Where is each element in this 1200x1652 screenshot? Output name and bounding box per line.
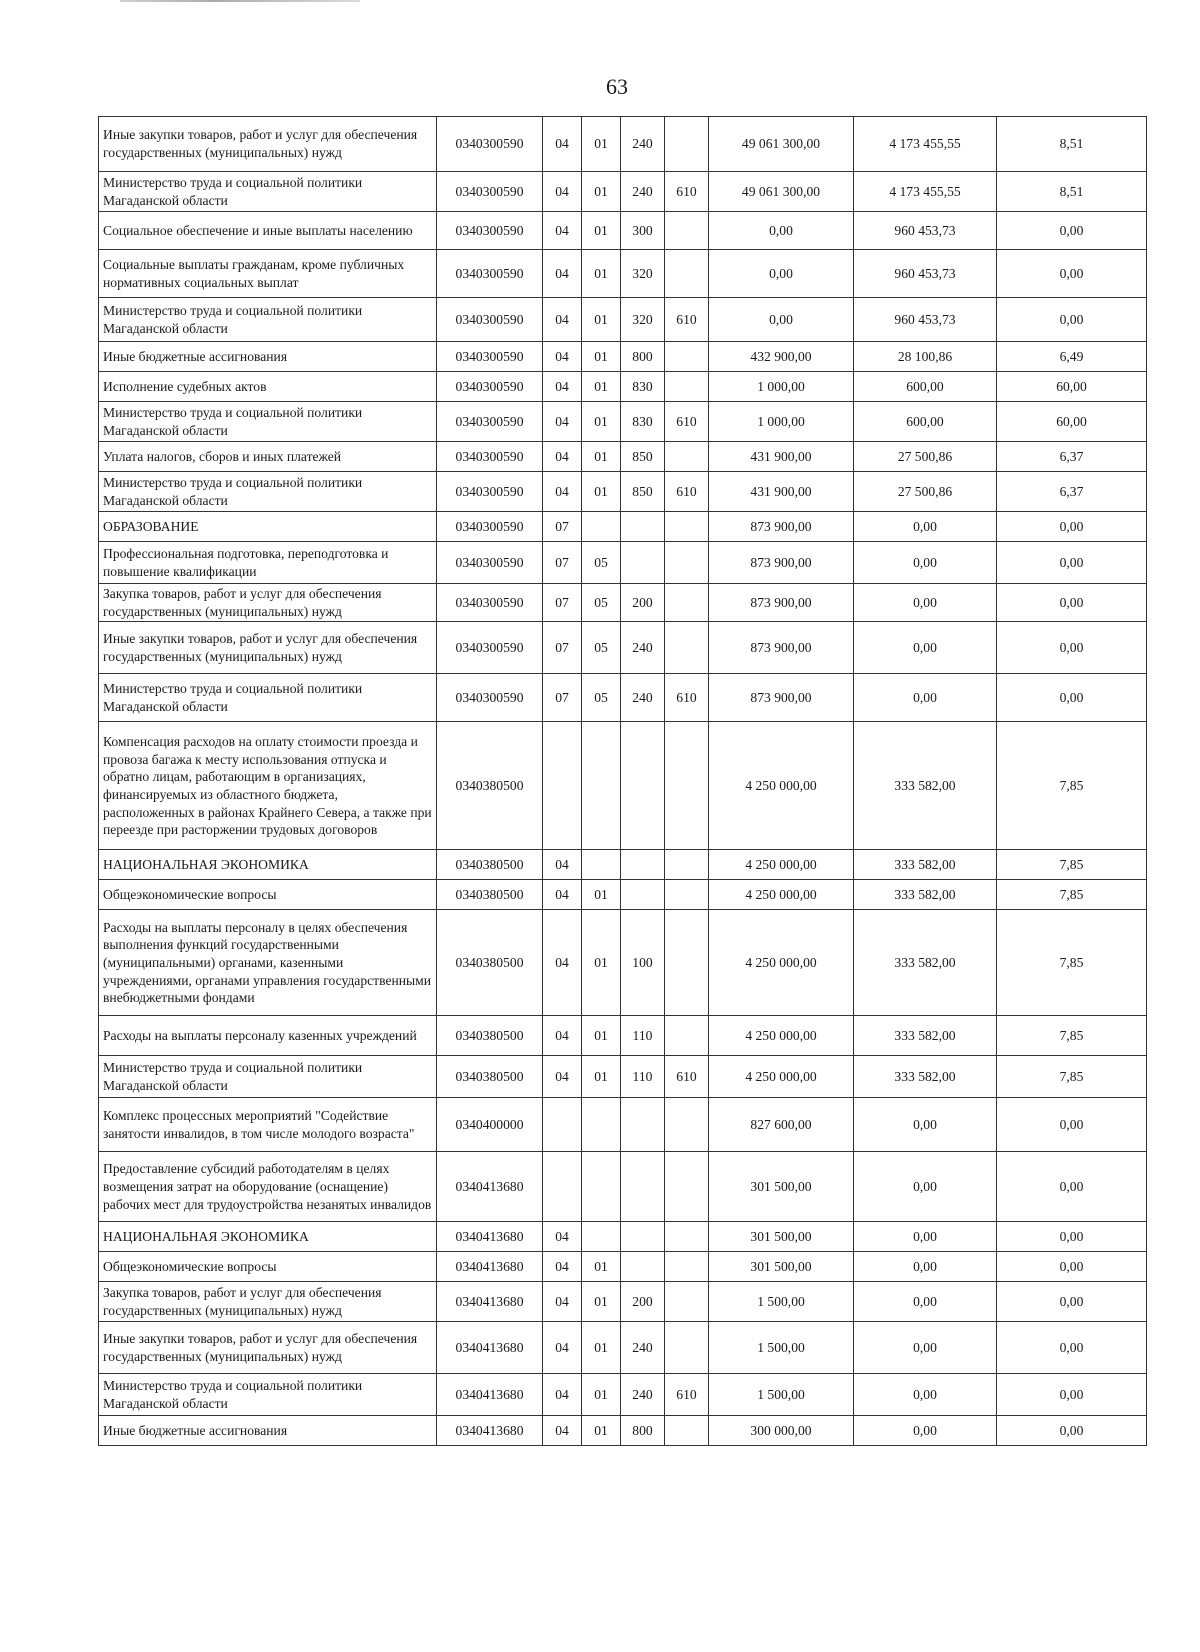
cell-section-code: 04 [543,910,582,1016]
cell-section-code: 07 [543,622,582,674]
cell-planned-amount: 873 900,00 [709,542,854,584]
cell-row-name: НАЦИОНАЛЬНАЯ ЭКОНОМИКА [99,1222,437,1252]
cell-planned-amount: 4 250 000,00 [709,722,854,850]
cell-expense-type-code [621,1222,665,1252]
cell-admin-code [665,372,709,402]
cell-section-code [543,1098,582,1152]
cell-executed-amount: 960 453,73 [854,212,997,250]
cell-subsection-code: 01 [582,1282,621,1322]
table-row [99,212,1147,250]
cell-execution-percent: 60,00 [997,372,1147,402]
cell-admin-code: 610 [665,674,709,722]
table-row [99,674,1147,722]
cell-section-code: 04 [543,1374,582,1416]
cell-executed-amount: 4 173 455,55 [854,117,997,172]
cell-budget-code: 0340300590 [437,342,543,372]
cell-execution-percent: 7,85 [997,910,1147,1016]
cell-execution-percent: 0,00 [997,622,1147,674]
cell-budget-code: 0340380500 [437,722,543,850]
cell-budget-code: 0340413680 [437,1374,543,1416]
cell-row-name: Компенсация расходов на оплату стоимости проезда и провоза багажа к месту использования отпуска и обратно лицам, работающим в организациях, финансируемых из областного бюджета, расположенных в районах Крайнего Севера, а также при переезде при расторжении трудовых договоров [99,722,437,850]
cell-row-name: Иные закупки товаров, работ и услуг для обеспечения государственных (муниципальных) нужд [99,117,437,172]
cell-section-code [543,722,582,850]
table-row [99,880,1147,910]
cell-section-code: 04 [543,402,582,442]
cell-admin-code [665,250,709,298]
cell-budget-code: 0340400000 [437,1098,543,1152]
cell-executed-amount: 27 500,86 [854,442,997,472]
cell-budget-code: 0340413680 [437,1152,543,1222]
cell-budget-code: 0340413680 [437,1222,543,1252]
cell-expense-type-code: 240 [621,172,665,212]
table-row [99,1322,1147,1374]
cell-section-code: 04 [543,442,582,472]
cell-expense-type-code [621,1098,665,1152]
cell-execution-percent: 0,00 [997,674,1147,722]
cell-executed-amount: 333 582,00 [854,850,997,880]
table-row [99,442,1147,472]
cell-admin-code: 610 [665,298,709,342]
cell-expense-type-code: 240 [621,117,665,172]
cell-expense-type-code: 240 [621,1322,665,1374]
table-row [99,172,1147,212]
table-row [99,250,1147,298]
cell-budget-code: 0340380500 [437,880,543,910]
cell-admin-code: 610 [665,172,709,212]
cell-row-name: Общеэкономические вопросы [99,880,437,910]
cell-subsection-code: 05 [582,674,621,722]
cell-budget-code: 0340413680 [437,1322,543,1374]
cell-section-code: 04 [543,372,582,402]
cell-budget-code: 0340380500 [437,850,543,880]
cell-budget-code: 0340413680 [437,1416,543,1446]
cell-section-code [543,1152,582,1222]
cell-budget-code: 0340300590 [437,250,543,298]
cell-planned-amount: 301 500,00 [709,1222,854,1252]
cell-budget-code: 0340413680 [437,1282,543,1322]
budget-table [98,116,1147,1446]
cell-section-code: 04 [543,298,582,342]
cell-admin-code [665,584,709,622]
cell-planned-amount: 873 900,00 [709,674,854,722]
cell-expense-type-code: 240 [621,622,665,674]
cell-row-name: Министерство труда и социальной политики Магаданской области [99,298,437,342]
cell-subsection-code: 05 [582,584,621,622]
cell-executed-amount: 600,00 [854,402,997,442]
cell-budget-code: 0340413680 [437,1252,543,1282]
cell-planned-amount: 49 061 300,00 [709,172,854,212]
table-row [99,1416,1147,1446]
cell-subsection-code: 01 [582,1416,621,1446]
table-row [99,1098,1147,1152]
table-row [99,298,1147,342]
cell-execution-percent: 7,85 [997,722,1147,850]
cell-admin-code [665,1416,709,1446]
table-row [99,542,1147,584]
cell-section-code: 07 [543,674,582,722]
page-number: 63 [606,74,628,99]
cell-planned-amount: 300 000,00 [709,1416,854,1446]
cell-expense-type-code: 110 [621,1016,665,1056]
cell-execution-percent: 6,37 [997,472,1147,512]
cell-admin-code [665,1016,709,1056]
cell-budget-code: 0340300590 [437,472,543,512]
cell-execution-percent: 0,00 [997,1152,1147,1222]
cell-subsection-code: 01 [582,117,621,172]
cell-execution-percent: 0,00 [997,212,1147,250]
cell-subsection-code: 01 [582,172,621,212]
table-row [99,512,1147,542]
cell-expense-type-code: 200 [621,584,665,622]
cell-budget-code: 0340300590 [437,402,543,442]
cell-section-code: 04 [543,1282,582,1322]
cell-expense-type-code [621,850,665,880]
cell-executed-amount: 333 582,00 [854,1056,997,1098]
cell-execution-percent: 7,85 [997,1016,1147,1056]
cell-subsection-code: 01 [582,1322,621,1374]
cell-expense-type-code [621,722,665,850]
cell-budget-code: 0340300590 [437,622,543,674]
cell-admin-code: 610 [665,402,709,442]
cell-subsection-code: 05 [582,542,621,584]
cell-row-name: Министерство труда и социальной политики Магаданской области [99,472,437,512]
cell-executed-amount: 0,00 [854,674,997,722]
table-row [99,910,1147,1016]
table-row [99,117,1147,172]
cell-subsection-code [582,722,621,850]
cell-planned-amount: 1 000,00 [709,372,854,402]
cell-execution-percent: 6,49 [997,342,1147,372]
cell-budget-code: 0340300590 [437,372,543,402]
cell-admin-code [665,542,709,584]
cell-execution-percent: 0,00 [997,1322,1147,1374]
cell-planned-amount: 4 250 000,00 [709,850,854,880]
cell-budget-code: 0340300590 [437,584,543,622]
cell-execution-percent: 8,51 [997,172,1147,212]
cell-admin-code [665,442,709,472]
cell-planned-amount: 432 900,00 [709,342,854,372]
cell-executed-amount: 0,00 [854,1152,997,1222]
cell-executed-amount: 333 582,00 [854,910,997,1016]
cell-execution-percent: 8,51 [997,117,1147,172]
cell-execution-percent: 7,85 [997,1056,1147,1098]
table-row [99,1152,1147,1222]
cell-admin-code: 610 [665,1374,709,1416]
cell-admin-code: 610 [665,472,709,512]
cell-planned-amount: 301 500,00 [709,1252,854,1282]
cell-admin-code [665,910,709,1016]
cell-subsection-code: 01 [582,880,621,910]
cell-planned-amount: 1 500,00 [709,1374,854,1416]
cell-executed-amount: 0,00 [854,1222,997,1252]
table-row [99,372,1147,402]
cell-planned-amount: 1 500,00 [709,1282,854,1322]
cell-admin-code [665,1152,709,1222]
table-row [99,584,1147,622]
cell-planned-amount: 0,00 [709,298,854,342]
cell-executed-amount: 28 100,86 [854,342,997,372]
cell-expense-type-code: 200 [621,1282,665,1322]
cell-row-name: НАЦИОНАЛЬНАЯ ЭКОНОМИКА [99,850,437,880]
cell-subsection-code: 01 [582,910,621,1016]
cell-admin-code [665,622,709,674]
cell-execution-percent: 0,00 [997,1222,1147,1252]
cell-executed-amount: 0,00 [854,512,997,542]
table-row [99,1056,1147,1098]
cell-expense-type-code [621,542,665,584]
cell-expense-type-code [621,880,665,910]
cell-section-code: 04 [543,1056,582,1098]
table-row [99,722,1147,850]
cell-planned-amount: 301 500,00 [709,1152,854,1222]
cell-expense-type-code: 800 [621,1416,665,1446]
cell-expense-type-code [621,1152,665,1222]
cell-executed-amount: 0,00 [854,542,997,584]
cell-subsection-code: 01 [582,1252,621,1282]
cell-subsection-code: 01 [582,402,621,442]
cell-expense-type-code: 100 [621,910,665,1016]
cell-admin-code [665,1252,709,1282]
cell-planned-amount: 0,00 [709,250,854,298]
cell-section-code: 07 [543,512,582,542]
cell-execution-percent: 0,00 [997,1416,1147,1446]
cell-budget-code: 0340380500 [437,910,543,1016]
cell-subsection-code [582,1098,621,1152]
cell-expense-type-code: 110 [621,1056,665,1098]
cell-section-code: 04 [543,1016,582,1056]
cell-subsection-code: 01 [582,1056,621,1098]
table-row [99,1374,1147,1416]
cell-expense-type-code: 850 [621,472,665,512]
cell-executed-amount: 0,00 [854,1374,997,1416]
table-row [99,622,1147,674]
cell-admin-code [665,342,709,372]
cell-executed-amount: 600,00 [854,372,997,402]
cell-execution-percent: 0,00 [997,584,1147,622]
cell-execution-percent: 7,85 [997,880,1147,910]
table-row [99,472,1147,512]
cell-executed-amount: 4 173 455,55 [854,172,997,212]
cell-execution-percent: 0,00 [997,512,1147,542]
cell-row-name: Иные бюджетные ассигнования [99,1416,437,1446]
cell-section-code: 04 [543,117,582,172]
cell-budget-code: 0340300590 [437,542,543,584]
cell-expense-type-code [621,512,665,542]
cell-admin-code [665,850,709,880]
cell-execution-percent: 7,85 [997,850,1147,880]
cell-executed-amount: 0,00 [854,1282,997,1322]
cell-subsection-code: 01 [582,250,621,298]
cell-row-name: Расходы на выплаты персоналу в целях обеспечения выполнения функций государственными (муниципальными) органами, казенными учреждениями, органами управления государственными внебюджетными фондами [99,910,437,1016]
cell-row-name: Министерство труда и социальной политики Магаданской области [99,402,437,442]
cell-planned-amount: 431 900,00 [709,442,854,472]
cell-planned-amount: 827 600,00 [709,1098,854,1152]
cell-section-code: 04 [543,1252,582,1282]
table-row [99,850,1147,880]
cell-planned-amount: 0,00 [709,212,854,250]
cell-executed-amount: 0,00 [854,1098,997,1152]
table-row [99,402,1147,442]
cell-subsection-code: 01 [582,1374,621,1416]
cell-section-code: 04 [543,880,582,910]
cell-expense-type-code: 830 [621,372,665,402]
cell-executed-amount: 960 453,73 [854,250,997,298]
cell-subsection-code: 01 [582,298,621,342]
cell-subsection-code: 05 [582,622,621,674]
cell-row-name: Предоставление субсидий работодателям в целях возмещения затрат на оборудование (оснащение) рабочих мест для трудоустройства незанятых инвалидов [99,1152,437,1222]
cell-execution-percent: 0,00 [997,1374,1147,1416]
cell-executed-amount: 333 582,00 [854,722,997,850]
cell-row-name: Закупка товаров, работ и услуг для обеспечения государственных (муниципальных) нужд [99,584,437,622]
cell-subsection-code: 01 [582,472,621,512]
cell-executed-amount: 960 453,73 [854,298,997,342]
cell-expense-type-code: 320 [621,298,665,342]
cell-subsection-code [582,850,621,880]
cell-planned-amount: 4 250 000,00 [709,1056,854,1098]
cell-budget-code: 0340300590 [437,117,543,172]
cell-row-name: Министерство труда и социальной политики Магаданской области [99,172,437,212]
cell-budget-code: 0340300590 [437,442,543,472]
cell-subsection-code: 01 [582,442,621,472]
cell-section-code: 04 [543,1322,582,1374]
scan-artifact-line [120,0,360,2]
cell-expense-type-code: 300 [621,212,665,250]
cell-planned-amount: 4 250 000,00 [709,880,854,910]
cell-row-name: Иные бюджетные ассигнования [99,342,437,372]
cell-row-name: Профессиональная подготовка, переподготовка и повышение квалификации [99,542,437,584]
cell-section-code: 04 [543,172,582,212]
cell-budget-code: 0340380500 [437,1056,543,1098]
cell-row-name: Министерство труда и социальной политики Магаданской области [99,674,437,722]
table-row [99,1282,1147,1322]
cell-planned-amount: 1 000,00 [709,402,854,442]
cell-section-code: 04 [543,472,582,512]
cell-section-code: 04 [543,250,582,298]
cell-budget-code: 0340300590 [437,298,543,342]
cell-planned-amount: 431 900,00 [709,472,854,512]
cell-row-name: Расходы на выплаты персоналу казенных учреждений [99,1016,437,1056]
cell-section-code: 04 [543,850,582,880]
cell-row-name: Иные закупки товаров, работ и услуг для обеспечения государственных (муниципальных) нужд [99,1322,437,1374]
cell-section-code: 04 [543,1222,582,1252]
cell-admin-code [665,1282,709,1322]
cell-execution-percent: 0,00 [997,542,1147,584]
cell-expense-type-code: 800 [621,342,665,372]
cell-subsection-code [582,512,621,542]
cell-planned-amount: 49 061 300,00 [709,117,854,172]
cell-planned-amount: 4 250 000,00 [709,1016,854,1056]
cell-admin-code [665,212,709,250]
cell-budget-code: 0340300590 [437,512,543,542]
cell-planned-amount: 873 900,00 [709,512,854,542]
cell-executed-amount: 0,00 [854,622,997,674]
cell-row-name: Министерство труда и социальной политики Магаданской области [99,1374,437,1416]
cell-budget-code: 0340300590 [437,674,543,722]
cell-planned-amount: 873 900,00 [709,622,854,674]
cell-execution-percent: 0,00 [997,298,1147,342]
cell-admin-code [665,722,709,850]
cell-execution-percent: 0,00 [997,1252,1147,1282]
cell-row-name: Комплекс процессных мероприятий "Содействие занятости инвалидов, в том числе молодого возраста" [99,1098,437,1152]
cell-subsection-code: 01 [582,212,621,250]
cell-row-name: Общеэкономические вопросы [99,1252,437,1282]
cell-admin-code [665,1222,709,1252]
cell-subsection-code: 01 [582,342,621,372]
cell-row-name: Закупка товаров, работ и услуг для обеспечения государственных (муниципальных) нужд [99,1282,437,1322]
cell-budget-code: 0340300590 [437,172,543,212]
table-row [99,1016,1147,1056]
table-body [99,117,1147,1446]
cell-row-name: Социальные выплаты гражданам, кроме публичных нормативных социальных выплат [99,250,437,298]
cell-subsection-code: 01 [582,1016,621,1056]
cell-execution-percent: 0,00 [997,1282,1147,1322]
cell-subsection-code: 01 [582,372,621,402]
cell-subsection-code [582,1222,621,1252]
cell-section-code: 04 [543,342,582,372]
cell-admin-code [665,880,709,910]
cell-admin-code [665,117,709,172]
cell-planned-amount: 4 250 000,00 [709,910,854,1016]
cell-execution-percent: 6,37 [997,442,1147,472]
cell-expense-type-code: 320 [621,250,665,298]
cell-row-name: ОБРАЗОВАНИЕ [99,512,437,542]
cell-executed-amount: 0,00 [854,1322,997,1374]
cell-executed-amount: 27 500,86 [854,472,997,512]
cell-section-code: 04 [543,212,582,250]
cell-subsection-code [582,1152,621,1222]
cell-section-code: 07 [543,542,582,584]
cell-planned-amount: 873 900,00 [709,584,854,622]
cell-executed-amount: 0,00 [854,1252,997,1282]
cell-expense-type-code: 240 [621,1374,665,1416]
cell-expense-type-code: 830 [621,402,665,442]
table-row [99,1222,1147,1252]
cell-expense-type-code: 240 [621,674,665,722]
cell-planned-amount: 1 500,00 [709,1322,854,1374]
cell-admin-code: 610 [665,1056,709,1098]
cell-execution-percent: 60,00 [997,402,1147,442]
cell-row-name: Иные закупки товаров, работ и услуг для обеспечения государственных (муниципальных) нужд [99,622,437,674]
cell-budget-code: 0340300590 [437,212,543,250]
table-row [99,342,1147,372]
cell-execution-percent: 0,00 [997,250,1147,298]
cell-admin-code [665,1322,709,1374]
cell-section-code: 07 [543,584,582,622]
cell-row-name: Социальное обеспечение и иные выплаты населению [99,212,437,250]
cell-executed-amount: 333 582,00 [854,880,997,910]
cell-executed-amount: 0,00 [854,1416,997,1446]
cell-expense-type-code [621,1252,665,1282]
cell-row-name: Уплата налогов, сборов и иных платежей [99,442,437,472]
cell-row-name: Исполнение судебных актов [99,372,437,402]
cell-row-name: Министерство труда и социальной политики Магаданской области [99,1056,437,1098]
cell-section-code: 04 [543,1416,582,1446]
cell-executed-amount: 333 582,00 [854,1016,997,1056]
cell-expense-type-code: 850 [621,442,665,472]
cell-admin-code [665,1098,709,1152]
cell-admin-code [665,512,709,542]
cell-budget-code: 0340380500 [437,1016,543,1056]
cell-executed-amount: 0,00 [854,584,997,622]
table-row [99,1252,1147,1282]
cell-execution-percent: 0,00 [997,1098,1147,1152]
